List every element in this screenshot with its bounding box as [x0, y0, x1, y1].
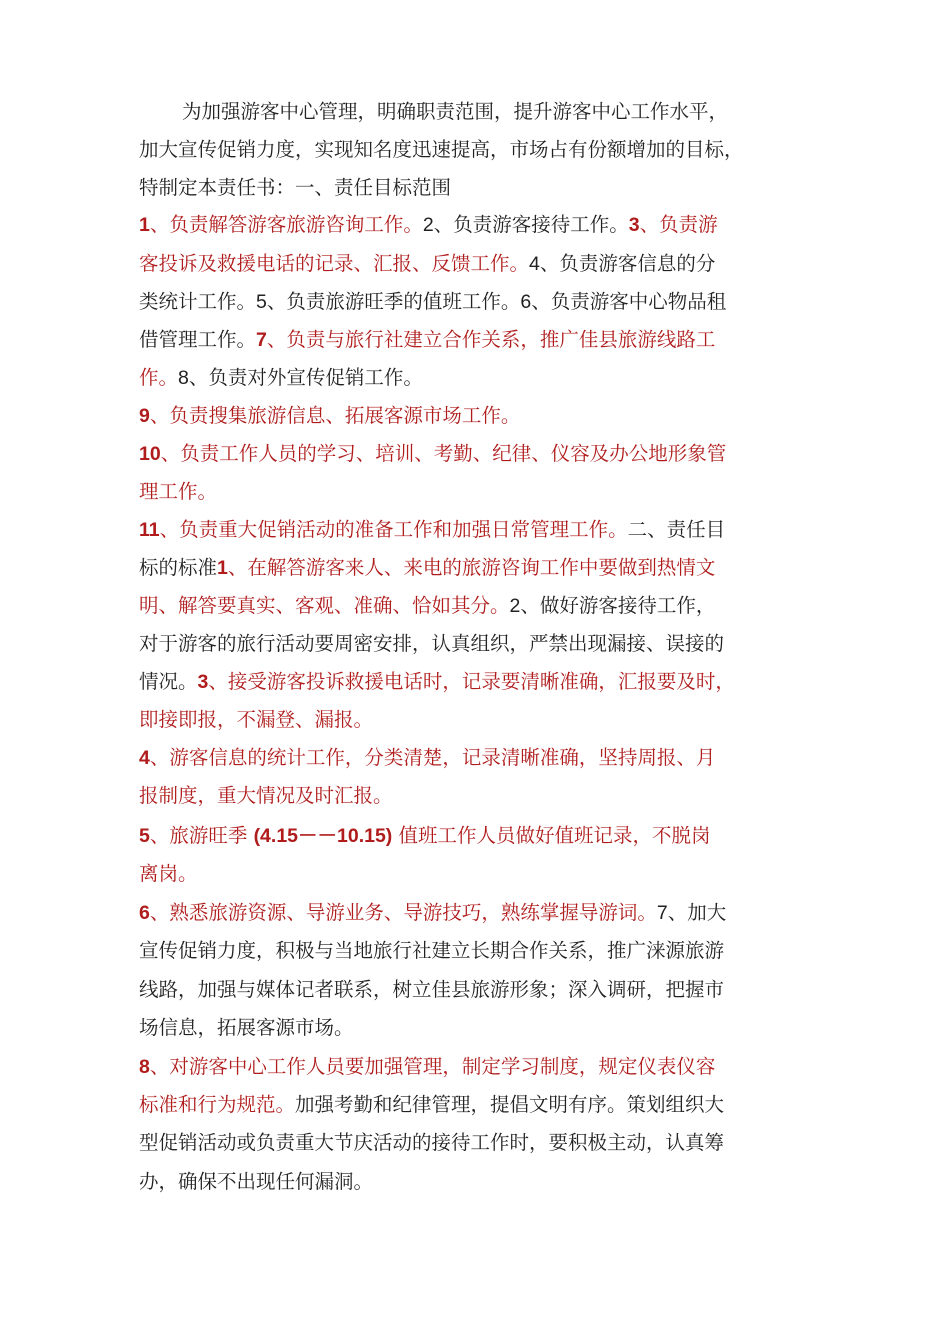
highlighted-text: 作。 — [139, 366, 179, 389]
document-line — [139, 435, 726, 473]
item-number: 6 — [139, 902, 150, 924]
document-line — [139, 1163, 373, 1201]
highlighted-text: 、负责游 — [639, 213, 718, 236]
document-line — [139, 625, 724, 663]
document-line — [139, 855, 198, 893]
document-line — [139, 817, 711, 855]
body-text: 线路，加强与媒体记者联系，树立佳县旅游形象；深入调研，把握市 — [139, 978, 725, 1001]
body-text: 借管理工作。 — [139, 328, 257, 351]
item-number: 1 — [217, 557, 228, 579]
document-line — [139, 1009, 354, 1047]
document-line — [139, 739, 715, 777]
body-text: 为加强游客中心管理，明确职责范围，提升游客中心工作水平， — [182, 100, 729, 123]
body-text: 、负责对外宣传促销工作。 — [188, 366, 423, 389]
body-text: 标的标准 — [139, 556, 218, 579]
document-line — [139, 971, 724, 1009]
highlighted-text: 、在解答游客来人、来电的旅游咨询工作中要做到热情文 — [227, 556, 716, 579]
body-text: 场信息，拓展客源市场。 — [139, 1016, 354, 1039]
document-line — [139, 587, 715, 625]
document-line — [139, 663, 735, 701]
body-text: 、负责游客接待工作。 — [433, 213, 629, 236]
highlighted-text: 、负责搜集旅游信息、拓展客源市场工作。 — [149, 404, 521, 427]
body-text: 特制定本责任书：一、责任目标范围 — [139, 176, 452, 199]
highlighted-text: 明、解答要真实、客观、准确、恰如其分。 — [139, 594, 510, 617]
document-line — [139, 511, 725, 549]
document-line — [139, 397, 520, 435]
highlighted-text: 、负责解答游客旅游咨询工作。 — [149, 213, 423, 236]
highlighted-text: 离岗。 — [139, 862, 198, 885]
item-number: 1 — [139, 214, 150, 236]
document-line — [139, 245, 715, 283]
item-number: 8 — [139, 1056, 150, 1078]
item-number: 7 — [656, 902, 668, 924]
highlighted-text: 、接受游客投诉救援电话时，记录要清晰准确，汇报要及时， — [208, 670, 735, 693]
item-number: 2 — [509, 595, 521, 617]
highlighted-text: 、负责重大促销活动的准备工作和加强日常管理工作。 — [159, 518, 628, 541]
body-text: 加强考勤和纪律管理，提倡文明有序。策划组织大 — [295, 1093, 725, 1116]
body-text: 类统计工作。 — [139, 290, 257, 313]
document-line — [139, 131, 744, 169]
document-line — [139, 321, 715, 359]
highlighted-text: 值班工作人员做好值班记录，不脱岗 — [392, 824, 711, 847]
body-text: 、负责游客中心物品租 — [531, 290, 727, 313]
document-line — [139, 1124, 724, 1162]
document-line — [139, 894, 726, 932]
highlighted-text: 标准和行为规范。 — [139, 1093, 296, 1116]
body-text: 宣传促销力度，积极与当地旅行社建立长期合作关系，推广涞源旅游 — [139, 939, 725, 962]
item-number: 8 — [178, 367, 189, 389]
body-text: 、负责旅游旺季的值班工作。 — [266, 290, 521, 313]
item-number: 9 — [139, 405, 150, 427]
document-line — [182, 93, 728, 131]
document-line — [139, 1048, 715, 1086]
document-line — [139, 777, 393, 815]
item-number: 4 — [139, 747, 150, 769]
body-text: 、做好游客接待工作， — [520, 594, 716, 617]
highlighted-text: 、游客信息的统计工作，分类清楚，记录清晰准确，坚持周报、月 — [149, 746, 716, 769]
item-number: 2 — [422, 214, 434, 236]
highlighted-text: 、旅游旺季 — [149, 824, 254, 847]
document-line — [139, 473, 217, 511]
item-number: (4.15－－10.15) — [253, 825, 393, 847]
item-number: 6 — [520, 291, 532, 313]
document-line — [139, 169, 451, 207]
highlighted-text: 、负责工作人员的学习、培训、考勤、纪律、仪容及办公地形象管 — [160, 442, 727, 465]
body-text: 型促销活动或负责重大节庆活动的接待工作时，要积极主动，认真筹 — [139, 1131, 725, 1154]
body-text: 、加大 — [667, 901, 727, 924]
document-line — [139, 283, 726, 321]
item-number: 10 — [139, 443, 161, 465]
item-number: 7 — [256, 329, 267, 351]
item-number: 3 — [628, 214, 640, 236]
highlighted-text: 理工作。 — [139, 480, 218, 503]
document-line — [139, 1086, 724, 1124]
highlighted-text: 、负责与旅行社建立合作关系，推广佳县旅游线路工 — [266, 328, 716, 351]
body-text: 对于游客的旅行活动要周密安排，认真组织，严禁出现漏接、误接的 — [139, 632, 725, 655]
highlighted-text: 报制度，重大情况及时汇报。 — [139, 784, 393, 807]
item-number: 5 — [139, 825, 150, 847]
highlighted-text: 客投诉及救援电话的记录、汇报、反馈工作。 — [139, 252, 530, 275]
body-text: 办，确保不出现任何漏洞。 — [139, 1170, 374, 1193]
highlighted-text: 、对游客中心工作人员要加强管理，制定学习制度，规定仪表仪容 — [149, 1055, 716, 1078]
item-number: 3 — [197, 671, 209, 693]
highlighted-text: 即接即报，不漏登、漏报。 — [139, 708, 374, 731]
item-number: 5 — [256, 291, 267, 313]
body-text: 加大宣传促销力度，实现知名度迅速提高，市场占有份额增加的目标， — [139, 138, 744, 161]
document-line — [139, 932, 724, 970]
document-line — [139, 206, 718, 244]
document-line — [139, 549, 715, 587]
item-number: 11 — [139, 519, 160, 541]
highlighted-text: 、熟悉旅游资源、导游业务、导游技巧，熟练掌握导游词。 — [149, 901, 657, 924]
item-number: 4 — [529, 253, 540, 275]
body-text: 情况。 — [139, 670, 198, 693]
body-text: 、负责游客信息的分 — [539, 252, 716, 275]
document-line — [139, 701, 373, 739]
document-line — [139, 359, 423, 397]
body-text: 二、责任目 — [627, 518, 726, 541]
